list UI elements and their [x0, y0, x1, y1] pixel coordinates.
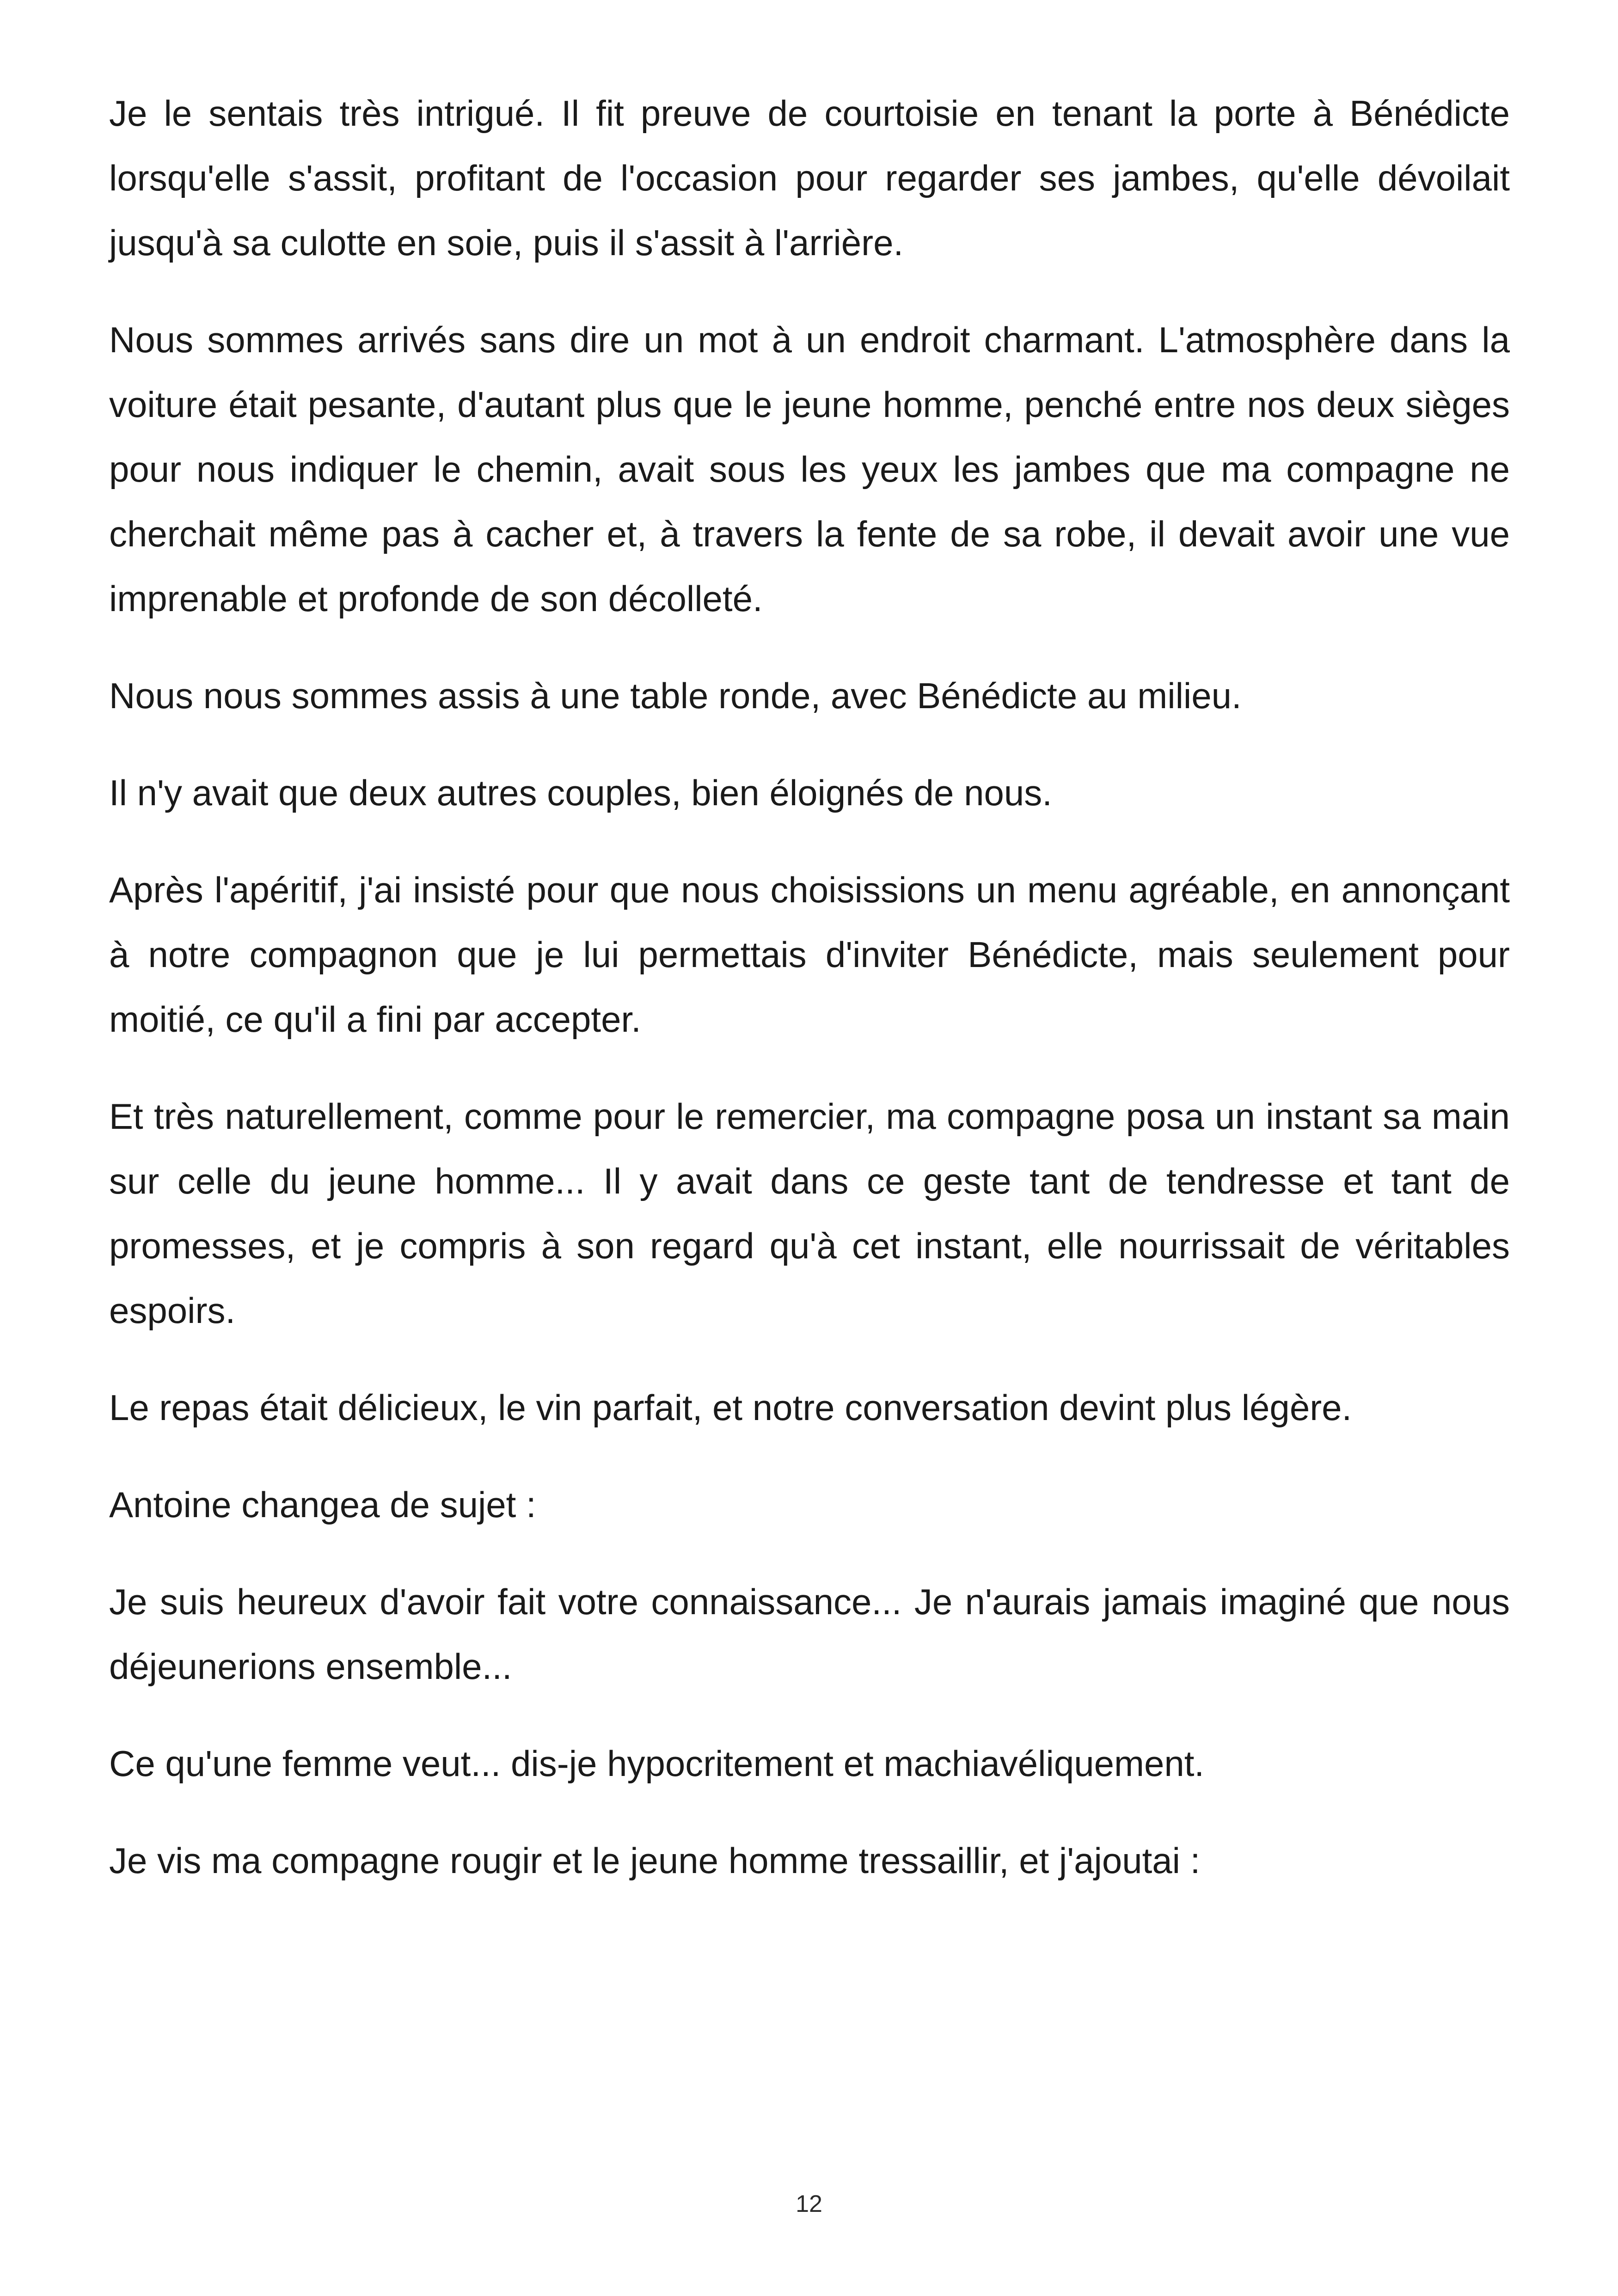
- paragraph-7: Le repas était délicieux, le vin parfait, et notre conversation devint plus légère.: [109, 1387, 1352, 1428]
- paragraph-11: Je vis ma compagne rougir et le jeune homme tressaillir, et j'ajoutai :: [109, 1840, 1201, 1881]
- body-text: [109, 81, 1510, 1925]
- paragraph-4: Il n'y avait que deux autres couples, bien éloignés de nous.: [109, 772, 1052, 813]
- paragraph-5: Après l'apéritif, j'ai insisté pour que nous choisissions un menu agréable, en annonçant à notre compagnon que je lui permettais d'inviter Bénédicte, mais seulement pour moitié, ce qu'il a fini par accepter.: [109, 869, 1510, 1040]
- paragraph-3: Nous nous sommes assis à une table ronde, avec Bénédicte au milieu.: [109, 675, 1242, 716]
- paragraph-9: Je suis heureux d'avoir fait votre connaissance... Je n'aurais jamais imaginé que nous déjeunerions ensemble...: [109, 1581, 1510, 1687]
- paragraph-2: Nous sommes arrivés sans dire un mot à un endroit charmant. L'atmosphère dans la voiture était pesante, d'autant plus que le jeune homme, penché entre nos deux sièges pour nous indiquer le chemin, avait sous les yeux les jambes que ma compagne ne cherchait même pas à cacher et, à travers la fente de sa robe, il devait avoir une vue imprenable et profonde de son décolleté.: [109, 319, 1510, 619]
- page-number: 12: [796, 2191, 822, 2217]
- paragraph-8: Antoine changea de sujet :: [109, 1484, 536, 1525]
- paragraph-1: Je le sentais très intrigué. Il fit preuve de courtoisie en tenant la porte à Bénédicte lorsqu'elle s'assit, profitant de l'occasion pour regarder ses jambes, qu'elle dévoilait jusqu'à sa culotte en soie, puis il s'assit à l'arrière.: [109, 93, 1510, 263]
- paragraph-10: Ce qu'une femme veut... dis-je hypocritement et machiavéliquement.: [109, 1743, 1205, 1784]
- paragraph-6: Et très naturellement, comme pour le remercier, ma compagne posa un instant sa main sur celle du jeune homme... Il y avait dans ce geste tant de tendresse et tant de promesses, et je compris à son regard qu'à cet instant, elle nourrissait de véritables espoirs.: [109, 1096, 1510, 1331]
